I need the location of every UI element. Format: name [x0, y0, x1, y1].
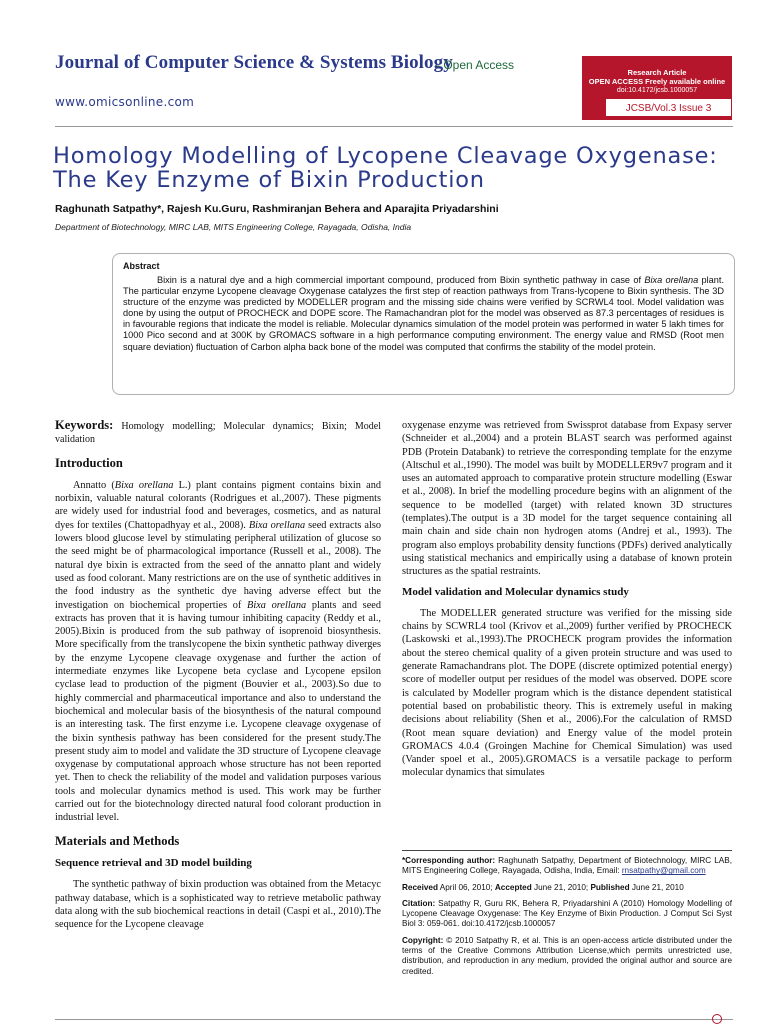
right-column [402, 419, 732, 780]
journal-website-link[interactable]: www.omicsonline.com [55, 95, 195, 109]
correspondence-block [402, 856, 732, 983]
copyright: Copyright: © 2010 Satpathy R, et al. This is an open-access article distributed under the terms of the Creative Commons Attribution License,which permits unrestricted use, distribution, and reproduction in any medium, provided the original author and source are credited. [402, 935, 732, 976]
sequence-retrieval-heading: Sequence retrieval and 3D model building [55, 856, 252, 869]
volume-issue-label: JCSB/Vol.3 Issue 3 [605, 98, 732, 117]
introduction-paragraph: Annatto (Bixa orellana L.) plant contains pigment contains bixin and norbixin, valuable natural colorants (Rodrigues et al.,2007). These pigments are widely used for industrial food and beverages, cosmetics, and as natural dyes for textiles (Chattopadhyay et al., 2008). Bixa orellana seed extracts also lowers blood glucose level by stimulating peripheral utilization of glucose so the seed might be of pharmacological importance (Russell et al., 2008). The natural dye bixin is extracted from the seed of the annatto plant and widely used as food colorant. Many restrictions are on the use of synthetic additives in the food industry as the synthetic dye having adverse effect but the investigation on biochemical properties of Bixa orellana plants and seed extracts has proven that it is having tumour inhibiting capacity (Reddy et al., 2005).Bixin is produced from the sub pathway of isoprenoid biosynthesis. More specifically from the translycopene the bixin synthetic pathway diverges by the enzyme Lycopene cleavage oxygenase and further the action of intermediate enzymes like Lycopene beta cyclase and Lycopene epsilon cyclase lead to production of the pigment (Bouvier et al., 2003).So due to highly commercial and pharmaceutical importance and also to understand the biochemical and molecular basis of the biosynthesis of the natural compound is an interesting task. The first enzyme i.e. Lycopene cleavage oxygenase of the bixin synthesis pathway has been considered for the present study.The present study aim to model and validate the 3D structure of Lycopene cleavage oxygenase by computational approach whose structure has not been reported yet. Then to check the reliability of the model and validation purposes various tools and molecular dynamics method is used. This work may be further carried out for the biotechnology directed natural food colorant production in industrial level. [55, 479, 381, 824]
author-email-link[interactable]: rnsatpathy@gmail.com [621, 866, 706, 876]
abstract-text: Bixin is a natural dye and a high commercial important compound, produced from Bixin synthetic pathway in case of Bixa orellana plant. The particular enzyme Lycopene cleavage Oxygenase catalyzes the first step of reaction pathways from Trans-lycopene to Bixin synthesis. The 3D structure of the enzyme was predicted by MODELLER program and the missing side chains were verified by SCRWL4 tool. Model validation was done by using the output of PROCHECK and DOPE score. The Ramachandran plot for the model was observed as 87.3 percentages of residues is in favourable regions that indicate the model is reliable. Molecular dynamics simulation of the model protein was performed in water 5 lakh times for 1000 Pico second and at 300K by GROMACS software in a high performance computing environment. The energy value and RMSD (Root men square deviation) fluctuation of Carbon alpha back bone of the model was computed that confirms the stability of the model protein. [123, 275, 724, 352]
open-access-label: - Open Access [436, 58, 515, 72]
introduction-heading: Introduction [55, 455, 123, 470]
right-paragraph-1: oxygenase enzyme was retrieved from Swissprot database from Expasy server (Schneider et al.,2004) and a protein BLAST search was performed against PDB (Protein Databank) to retrieve the corresponding template for the enzyme (Altschul et al.,1990). The model was built by MODELLER9v7 program and it uses an automated approach to comparative protein structure modelling (Eswar et al., 2008). In brief the modelling procedure begins with an alignment of the sequence to be modelled (target) with related known 3D structures (templates).The output is a 3D model for the target sequence containing all main chain and side chain non hydrogen atoms (Andrej et al., 1993). The program also employs probability density functions (PDFs) derived analytically using statistical mechanics and empirically using a database of known protein structures as the spatial restraints. [402, 420, 732, 578]
citation: Citation: Satpathy R, Guru RK, Behera R, Priyadarshini A (2010) Homology Modelling of Lycopene Cleavage Oxygenase: The Key Enzyme of Bixin Production. J Comput Sci Syst Biol 3: 059-061. doi:10.4172/jcsb.1000057 [402, 898, 732, 929]
footer-rule [55, 1019, 733, 1020]
keywords: Keywords: Homology modelling; Molecular dynamics; Bixin; Model validation [55, 418, 381, 446]
badge-doi: doi:10.4172/jcsb.1000057 [616, 87, 698, 94]
corresponding-author: *Corresponding author: Raghunath Satpathy, Department of Biotechnology, MIRC LAB, MITS Engineering College, Rayagada, Odisha, India, Email: rnsatpathy@gmail.com [402, 856, 732, 876]
left-column [55, 419, 381, 931]
author-affiliation: Department of Biotechnology, MIRC LAB, MITS Engineering College, Rayagada, Odisha, India [55, 222, 412, 232]
sequence-retrieval-paragraph: The synthetic pathway of bixin production was obtained from the Metacyc pathway database, which is a sophisticated way to retrieve metabolic pathway data along with the sub biochemical reactions in detail (Caspi et al., 2010).The sequence for the Lycopene cleavage [55, 879, 381, 931]
footer-ornament [712, 1014, 722, 1024]
author-list: Raghunath Satpathy*, Rajesh Ku.Guru, Rashmiranjan Behera and Aparajita Priyadarshini [55, 203, 499, 215]
model-validation-heading: Model validation and Molecular dynamics study [402, 585, 629, 598]
footnote-divider [402, 850, 732, 851]
methods-heading: Materials and Methods [55, 833, 180, 848]
badge-research-article: Research Article [627, 68, 687, 77]
dates-line: Received April 06, 2010; Accepted June 21, 2010; Published June 21, 2010 [402, 882, 684, 892]
paper-title: Homology Modelling of Lycopene Cleavage Oxygenase: The Key Enzyme of Bixin Production [53, 143, 718, 193]
header-divider [55, 126, 733, 127]
badge-open-access: OPEN ACCESS Freely available online [588, 77, 726, 86]
abstract-heading: Abstract [123, 261, 160, 271]
abstract-box [112, 253, 735, 395]
journal-title: Journal of Computer Science & Systems Biology [55, 52, 453, 73]
right-paragraph-2: The MODELLER generated structure was verified for the missing side chains by SCWRL4 tool (Krivov et al.,2009) further verified by PROCHECK (Laskowski et al.,1993).The PROCHECK program provides the information about the stereo chemical quality of a given protein structure and was used to generate Ramachandrans plot. The DOPE (discrete optimized potential energy) score of modeller output per residues of the model was observed. DOPE score is calculated by Modeller program which is the distance dependent statistical potential based on probabilistic theory. This is extremely useful in making decisions about reliability (Shen et al., 2006).For the calculation of RMSD (Root mean square deviation) and Energy value of the model protein GROMACS 4.0.4 (Groingen Machine for Chemical Simulation) was used (Vander spoel et al., 2005).GROMACS is a versatile package to perform molecular dynamics that simulates [402, 607, 732, 779]
